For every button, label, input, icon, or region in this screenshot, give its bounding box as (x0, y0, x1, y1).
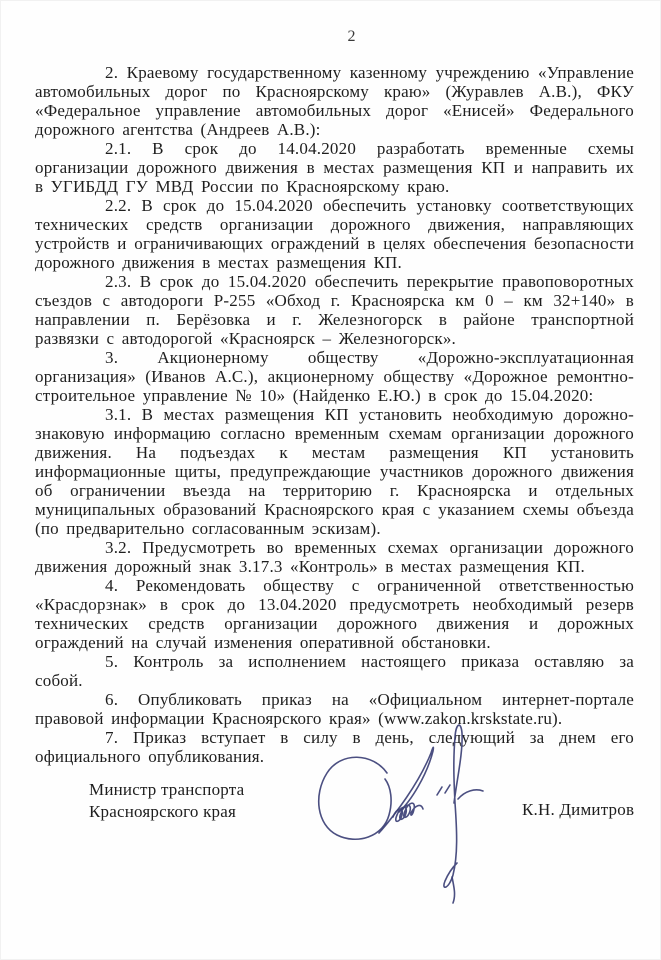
paragraph-item-2: 2. Краевому государственному казенному учреждению «Управление автомобильных дорог по Красноярскому краю» (Журавлев А.В.), ФКУ «Федеральное управление автомобильных дорог «Енисей» Федерального дорожного агентства (Андреев А.В.): (35, 63, 634, 139)
paragraph-item-3: 3. Акционерному обществу «Дорожно-эксплуатационная организация» (Иванов А.С.), акционерному обществу «Дорожное ремонтно-строительное управление № 10» (Найденко Е.Ю.) в срок до 15.04.2020: (35, 348, 634, 405)
paragraph-item-4: 4. Рекомендовать обществу с ограниченной ответственностью «Красдорзнак» в срок до 13.04.2020 предусмотреть необходимый резерв технических средств организации дорожного движения и дорожных ограждений на случай изменения оперативной обстановки. (35, 576, 634, 652)
page-number: 2 (347, 28, 356, 45)
paragraph-item-3-1: 3.1. В местах размещения КП установить необходимую дорожно-знаковую информацию согласно временным схемам организации дорожного движения. На подъездах к местам размещения КП установить информационные щиты, предупреждающие участников дорожного движения об ограничении въезда на территорию г. Красноярска и отдельных муниципальных образований Красноярского края с указанием схемы объезда (по предварительно согласованным эскизам). (35, 405, 634, 538)
paragraph-item-2-3: 2.3. В срок до 15.04.2020 обеспечить перекрытие правоповоротных съездов с автодороги Р-255 «Обход г. Красноярска км 0 – км 32+140» в направлении п. Берёзовка и г. Железногорск в районе транспортной развязки с автодорогой «Красноярск – Железногорск». (35, 272, 634, 348)
signer-name: К.Н. Димитров (522, 800, 635, 819)
signature-tick2-stroke (445, 785, 450, 793)
signature-branch-stroke (458, 790, 483, 799)
paragraph-item-6: 6. Опубликовать приказ на «Официальном интернет-портале правовой информации Красноярского края» (www.zakon.krskstate.ru). (35, 690, 634, 728)
paragraph-item-2-2: 2.2. В срок до 15.04.2020 обеспечить установку соответствующих технических средств организации дорожного движения, направляющих устройств и ограничивающих ограждений в целях обеспечения безопасности дорожного движения в местах размещения КП. (35, 196, 634, 272)
paragraph-item-7: 7. Приказ вступает в силу в день, следующий за днем его официального опубликования. (35, 728, 634, 766)
signer-position (89, 779, 244, 822)
paragraph-item-5: 5. Контроль за исполнением настоящего приказа оставляю за собой. (35, 652, 634, 690)
document-body (35, 63, 634, 766)
signature-tick1-stroke (437, 787, 442, 795)
signature-tail-stroke (452, 877, 455, 903)
signature-loop-stroke (319, 757, 391, 839)
signer-position-line1: Министр транспорта (89, 780, 245, 799)
paragraph-item-2-1: 2.1. В срок до 14.04.2020 разработать временные схемы организации дорожного движения в местах размещения КП и направить их в УГИБДД ГУ МВД России по Красноярскому краю. (35, 139, 634, 196)
signature-squiggle-stroke (393, 803, 423, 821)
paragraph-item-3-2: 3.2. Предусмотреть во временных схемах организации дорожного движения дорожный знак 3.17.3 «Контроль» в местах размещения КП. (35, 538, 634, 576)
signer-position-line2: Красноярского края (89, 801, 236, 821)
